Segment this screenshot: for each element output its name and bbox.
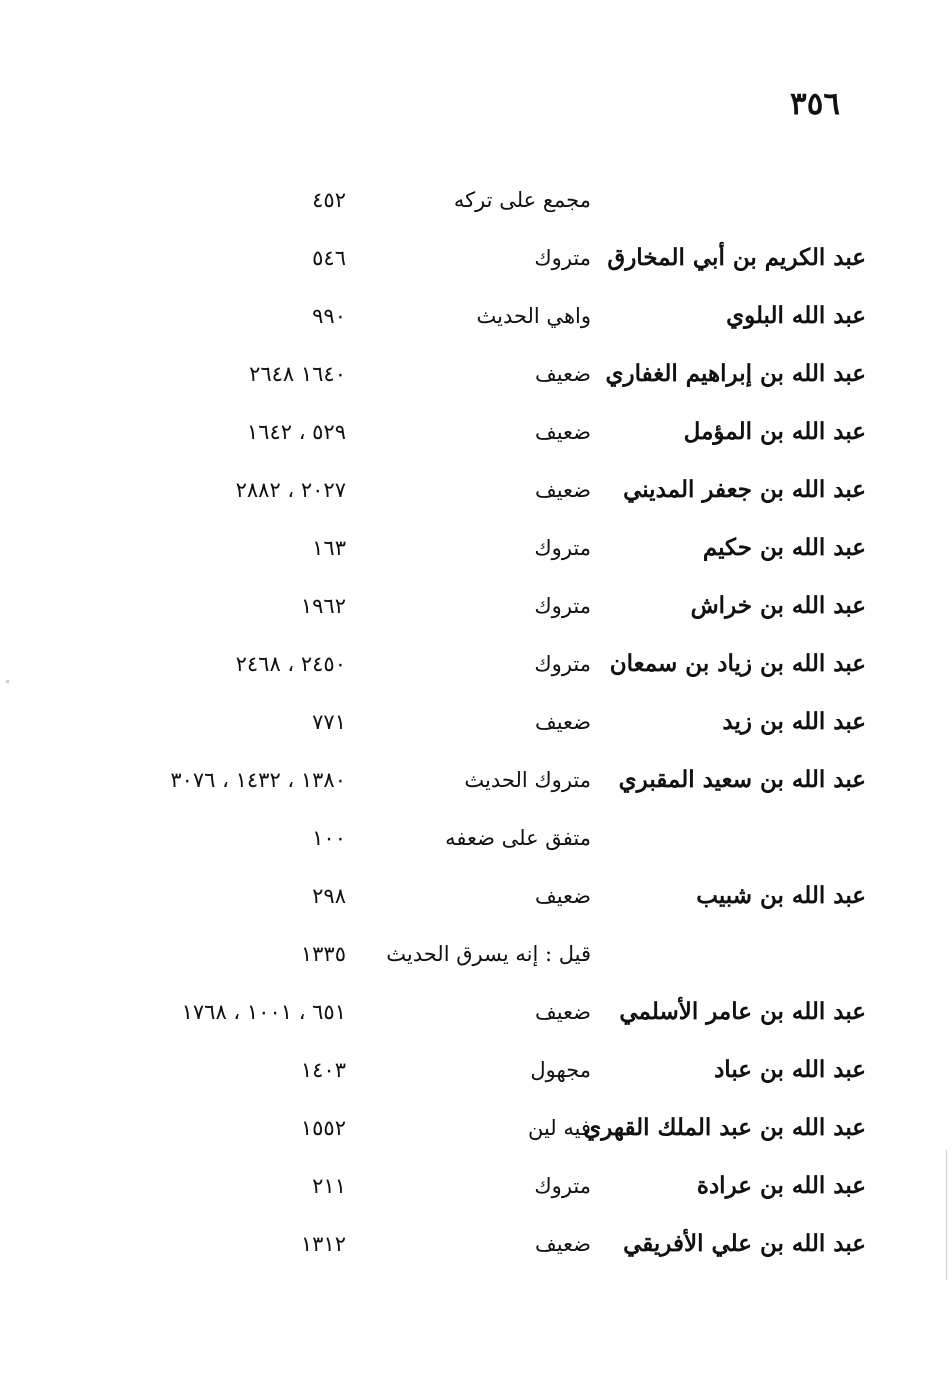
- narrator-name: عبد الله بن شبيب: [696, 882, 866, 909]
- hadith-refs: ٦٥١ ، ١٠٠١ ، ١٧٦٨: [181, 1000, 346, 1024]
- page-number: ٣٥٦: [790, 86, 840, 122]
- narrator-grade: متروك: [534, 536, 591, 560]
- narrator-grade: واهي الحديث: [476, 304, 591, 328]
- list-item: [0, 586, 952, 626]
- narrator-name: عبد الله بن زياد بن سمعان: [609, 650, 866, 677]
- list-item: [0, 1166, 952, 1206]
- narrator-grade: ضعيف: [534, 478, 591, 502]
- list-item: [0, 876, 952, 916]
- list-item: [0, 702, 952, 742]
- hadith-refs: ٥٢٩ ، ١٦٤٢: [246, 420, 346, 444]
- narrator-name: عبد الله بن عامر الأسلمي: [619, 998, 866, 1025]
- list-item: [0, 644, 952, 684]
- list-item: [0, 470, 952, 510]
- hadith-refs: ١٦٣: [312, 536, 346, 560]
- narrator-grade: متروك: [534, 246, 591, 270]
- narrator-name: عبد الله بن جعفر المديني: [623, 476, 866, 503]
- narrator-grade: متروك: [534, 652, 591, 676]
- narrator-grade: متروك: [534, 1174, 591, 1198]
- narrator-grade: مجمع على تركه: [453, 188, 591, 212]
- narrator-name: عبد الله بن المؤمل: [683, 418, 866, 445]
- narrator-name: عبد الله بن سعيد المقبري: [618, 766, 866, 793]
- narrator-name: عبد الله بن عرادة: [696, 1172, 866, 1199]
- list-item: [0, 760, 952, 800]
- hadith-refs: ٩٩٠: [312, 304, 346, 328]
- hadith-refs: ٧٧١: [312, 710, 346, 734]
- hadith-refs: ٢٩٨: [312, 884, 346, 908]
- scan-speck: [6, 680, 9, 683]
- list-item: [0, 354, 952, 394]
- narrator-grade: متفق على ضعفه: [445, 826, 591, 850]
- narrator-grade: ضعيف: [534, 362, 591, 386]
- hadith-refs: ١٩٦٢: [300, 594, 346, 618]
- list-item: [0, 238, 952, 278]
- hadith-refs: ١٥٥٢: [300, 1116, 346, 1140]
- narrator-name: عبد الله بن زيد: [722, 708, 866, 735]
- narrator-grade: ضعيف: [534, 1000, 591, 1024]
- narrator-name: عبد الله بن خراش: [690, 592, 866, 619]
- hadith-refs: ٥٤٦: [312, 246, 346, 270]
- narrator-name: عبد الله بن إبراهيم الغفاري: [605, 360, 866, 387]
- narrator-grade: ضعيف: [534, 710, 591, 734]
- narrator-grade: متروك: [534, 594, 591, 618]
- narrator-name: عبد الكريم بن أبي المخارق: [607, 244, 866, 271]
- list-item: [0, 1224, 952, 1264]
- hadith-refs: ٢٠٢٧ ، ٢٨٨٢: [235, 478, 346, 502]
- list-item: [0, 1050, 952, 1090]
- hadith-refs: ١٤٠٣: [300, 1058, 346, 1082]
- list-item: [0, 818, 952, 858]
- scan-edge-line: [946, 1150, 947, 1280]
- hadith-refs: ١٦٤٠ ٢٦٤٨: [249, 362, 346, 386]
- narrator-grade: ضعيف: [534, 1232, 591, 1256]
- narrator-grade: متروك الحديث: [464, 768, 591, 792]
- narrator-grade: قيل : إنه يسرق الحديث: [386, 942, 591, 966]
- narrator-grade: ضعيف: [534, 420, 591, 444]
- narrator-grade: فيه لين: [527, 1116, 591, 1140]
- narrator-name: عبد الله البلوي: [726, 302, 866, 329]
- narrator-name: عبد الله بن علي الأفريقي: [623, 1230, 866, 1257]
- hadith-refs: ١٣٨٠ ، ١٤٣٢ ، ٣٠٧٦: [170, 768, 346, 792]
- list-item: [0, 528, 952, 568]
- hadith-refs: ٤٥٢: [312, 188, 346, 212]
- list-item: [0, 934, 952, 974]
- narrator-name: عبد الله بن عباد: [714, 1056, 866, 1083]
- list-item: [0, 180, 952, 220]
- narrator-grade: مجهول: [530, 1058, 591, 1082]
- list-item: [0, 412, 952, 452]
- hadith-refs: ٢١١: [312, 1174, 346, 1198]
- list-item: [0, 992, 952, 1032]
- hadith-refs: ١٣٣٥: [300, 942, 346, 966]
- list-item: [0, 1108, 952, 1148]
- narrator-grade: ضعيف: [534, 884, 591, 908]
- hadith-refs: ١٣١٢: [300, 1232, 346, 1256]
- narrator-name: عبد الله بن عبد الملك القهري: [583, 1114, 866, 1141]
- hadith-refs: ١٠٠: [312, 826, 346, 850]
- list-item: [0, 296, 952, 336]
- hadith-refs: ٢٤٥٠ ، ٢٤٦٨: [235, 652, 346, 676]
- narrator-name: عبد الله بن حكيم: [702, 534, 866, 561]
